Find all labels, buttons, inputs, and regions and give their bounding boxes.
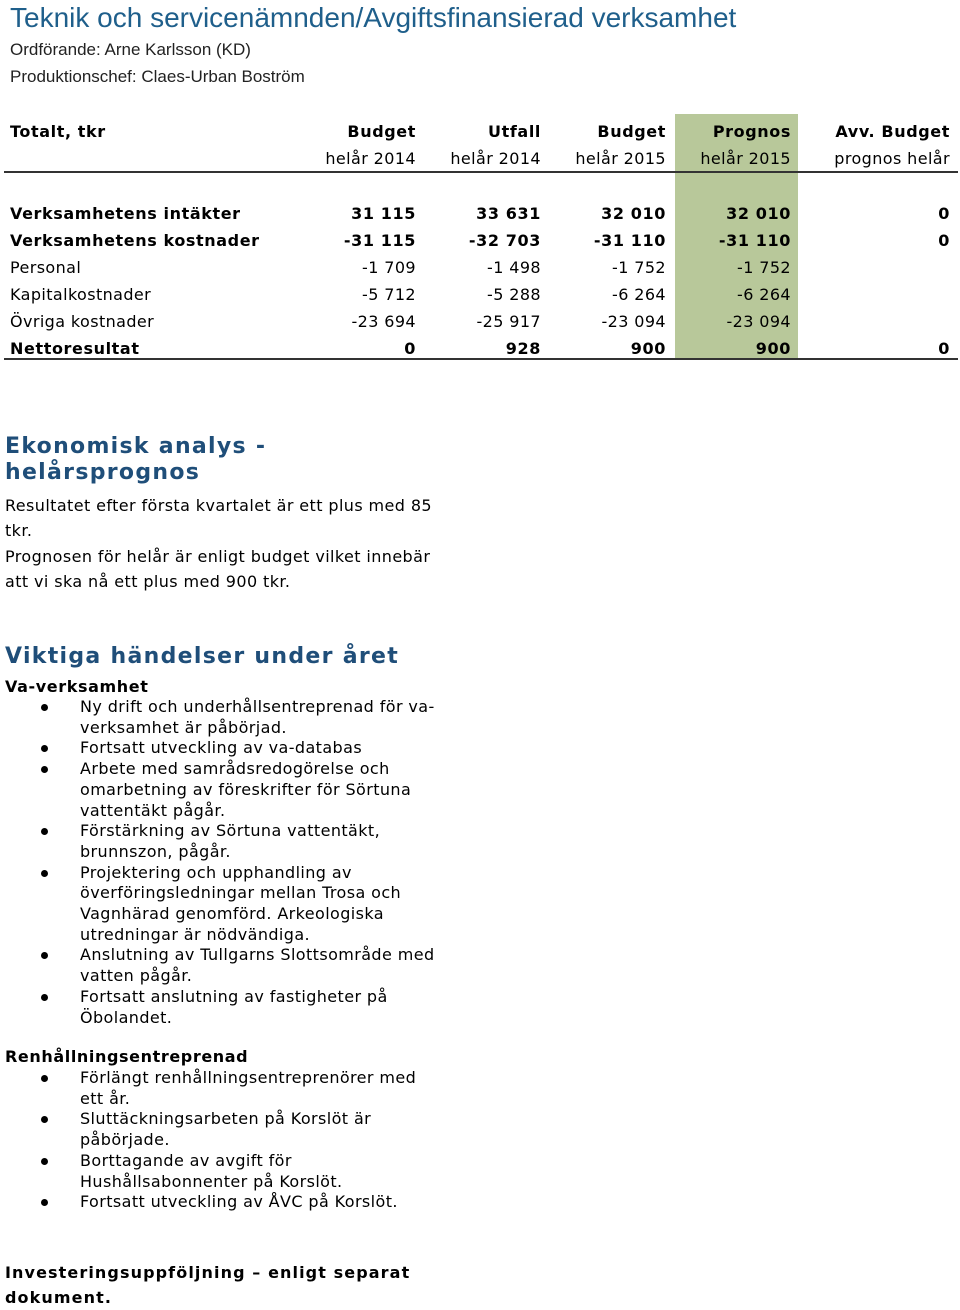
table-cell: 32 010 <box>726 204 791 223</box>
list-item-line: verksamhet är påbörjad. <box>80 717 287 737</box>
list-item <box>0 738 460 759</box>
list-item <box>0 863 460 946</box>
bullet-icon <box>41 1199 48 1206</box>
list-item-line: påbörjade. <box>80 1130 170 1150</box>
bullet-icon <box>41 704 48 711</box>
table-cell: 0 <box>938 204 950 223</box>
list-item <box>0 1109 460 1150</box>
table-cell: 0 <box>938 339 950 358</box>
analysis-p1-line1: Resultatet efter första kvartalet är ett plus med 85 <box>5 496 432 515</box>
list-item-line: Hushållsabonnenter på Korslöt. <box>80 1171 343 1191</box>
list-item <box>0 945 460 986</box>
bullet-icon <box>41 952 48 959</box>
analysis-heading-line1: Ekonomisk analys - <box>5 434 267 459</box>
list-item-line: Förlängt renhållningsentreprenörer med <box>80 1068 417 1087</box>
bullet-icon <box>41 766 48 773</box>
list-item-line: Anslutning av Tullgarns Slottsområde med <box>80 945 435 965</box>
list-item <box>0 821 460 862</box>
table-cell: -1 752 <box>612 258 666 277</box>
list-item-line: Sluttäckningsarbeten på Korslöt är <box>80 1109 372 1129</box>
list-item-line: Fortsatt anslutning av fastigheter på <box>80 986 388 1006</box>
table-row-label: Övriga kostnader <box>10 312 155 331</box>
col-header-budget-2014: Budget <box>347 122 416 141</box>
page-title: Teknik och servicenämnden/Avgiftsfinansierad verksamhet <box>10 2 737 33</box>
table-row-label: Kapitalkostnader <box>10 285 152 304</box>
header-divider <box>4 171 958 173</box>
table-cell: 31 115 <box>351 204 416 223</box>
list-item-line: Arbete med samrådsredogörelse och <box>80 759 390 779</box>
renhallning-list <box>0 1068 460 1213</box>
financial-table <box>0 114 960 362</box>
table-cell: -31 115 <box>343 231 416 250</box>
col-header-prognos-2015: Prognos <box>712 122 791 141</box>
table-cell: -32 703 <box>468 231 541 250</box>
list-item <box>0 759 460 821</box>
list-item-line: Fortsatt utveckling av ÅVC på Korslöt. <box>80 1192 398 1212</box>
list-item <box>0 987 460 1028</box>
col-header-avvikelse: Avv. Budget <box>835 122 950 141</box>
investment-note <box>5 1260 425 1310</box>
list-item-line: Vagnhärad genomförd. Arkeologiska <box>80 904 384 924</box>
list-item-line: brunnszon, pågår. <box>80 841 231 861</box>
table-cell: 928 <box>505 339 541 358</box>
bullet-icon <box>41 870 48 877</box>
table-cell: -6 264 <box>612 285 666 304</box>
bullet-icon <box>41 745 48 752</box>
list-item <box>0 1192 460 1213</box>
table-cell: -31 110 <box>718 231 791 250</box>
analysis-p2-line2: att vi ska nå ett plus med 900 tkr. <box>5 572 291 591</box>
list-item-line: Borttagande av avgift för <box>80 1150 292 1170</box>
list-item-line: omarbetning av föreskrifter för Sörtuna <box>80 779 412 799</box>
table-header-totalt: Totalt, tkr <box>10 122 106 141</box>
list-item-line: Projektering och upphandling av <box>80 862 352 882</box>
table-cell: -1 498 <box>487 258 541 277</box>
bottom-divider <box>4 358 958 360</box>
list-item <box>0 697 460 738</box>
va-list <box>0 697 460 1028</box>
table-cell: -5 712 <box>362 285 416 304</box>
chair-line: Ordförande: Arne Karlsson (KD) <box>10 40 251 59</box>
table-cell: -1 752 <box>737 258 791 277</box>
list-item-line: utredningar är nödvändiga. <box>80 924 311 944</box>
analysis-paragraph-1 <box>5 493 455 543</box>
list-item <box>0 1068 460 1109</box>
table-cell: 32 010 <box>601 204 666 223</box>
list-item-line: vatten pågår. <box>80 966 193 986</box>
col-subheader-budget-2014: helår 2014 <box>325 149 416 168</box>
col-subheader-avvikelse: prognos helår <box>834 149 950 168</box>
table-cell: 900 <box>755 339 791 358</box>
table-cell: 0 <box>404 339 416 358</box>
list-item-line: överföringsledningar mellan Trosa och <box>80 883 402 903</box>
col-header-utfall-2014: Utfall <box>488 122 541 141</box>
list-item-line: Öbolandet. <box>80 1007 173 1027</box>
list-item-line: Ny drift och underhållsentreprenad för va- <box>80 697 435 716</box>
production-chief-line: Produktionschef: Claes-Urban Boström <box>10 67 305 86</box>
renhallning-heading: Renhållningsentreprenad <box>5 1047 249 1066</box>
list-item <box>0 1151 460 1192</box>
analysis-paragraph-2 <box>5 544 455 594</box>
table-row-label: Verksamhetens intäkter <box>10 204 241 223</box>
col-subheader-budget-2015: helår 2015 <box>575 149 666 168</box>
investment-note-line2: dokument. <box>5 1288 113 1307</box>
bullet-icon <box>41 994 48 1001</box>
bullet-icon <box>41 1116 48 1123</box>
table-cell: 33 631 <box>476 204 541 223</box>
col-header-budget-2015: Budget <box>597 122 666 141</box>
table-cell: -31 110 <box>593 231 666 250</box>
table-cell: -5 288 <box>487 285 541 304</box>
table-cell: -25 917 <box>476 312 541 331</box>
bullet-icon <box>41 1075 48 1082</box>
list-item-line: Fortsatt utveckling av va-databas <box>80 738 363 758</box>
table-row-label: Personal <box>10 258 82 277</box>
table-cell: -6 264 <box>737 285 791 304</box>
analysis-heading-line2: helårsprognos <box>5 460 201 485</box>
events-heading: Viktiga händelser under året <box>5 644 400 669</box>
table-row-label: Verksamhetens kostnader <box>10 231 260 250</box>
table-row-label: Nettoresultat <box>10 339 140 358</box>
table-cell: 0 <box>938 231 950 250</box>
table-cell: -23 694 <box>351 312 416 331</box>
va-heading: Va-verksamhet <box>5 677 149 696</box>
col-subheader-prognos-2015: helår 2015 <box>700 149 791 168</box>
bullet-icon <box>41 828 48 835</box>
col-subheader-utfall-2014: helår 2014 <box>450 149 541 168</box>
list-item-line: Förstärkning av Sörtuna vattentäkt, <box>80 821 381 841</box>
table-cell: -23 094 <box>601 312 666 331</box>
analysis-p1-line2: tkr. <box>5 521 33 540</box>
bullet-icon <box>41 1158 48 1165</box>
table-cell: 900 <box>630 339 666 358</box>
table-cell: -23 094 <box>726 312 791 331</box>
list-item-line: ett år. <box>80 1088 131 1108</box>
table-cell: -1 709 <box>362 258 416 277</box>
investment-note-line1: Investeringsuppföljning – enligt separat <box>5 1263 411 1282</box>
list-item-line: vattentäkt pågår. <box>80 800 226 820</box>
analysis-p2-line1: Prognosen för helår är enligt budget vilket innebär <box>5 547 431 566</box>
